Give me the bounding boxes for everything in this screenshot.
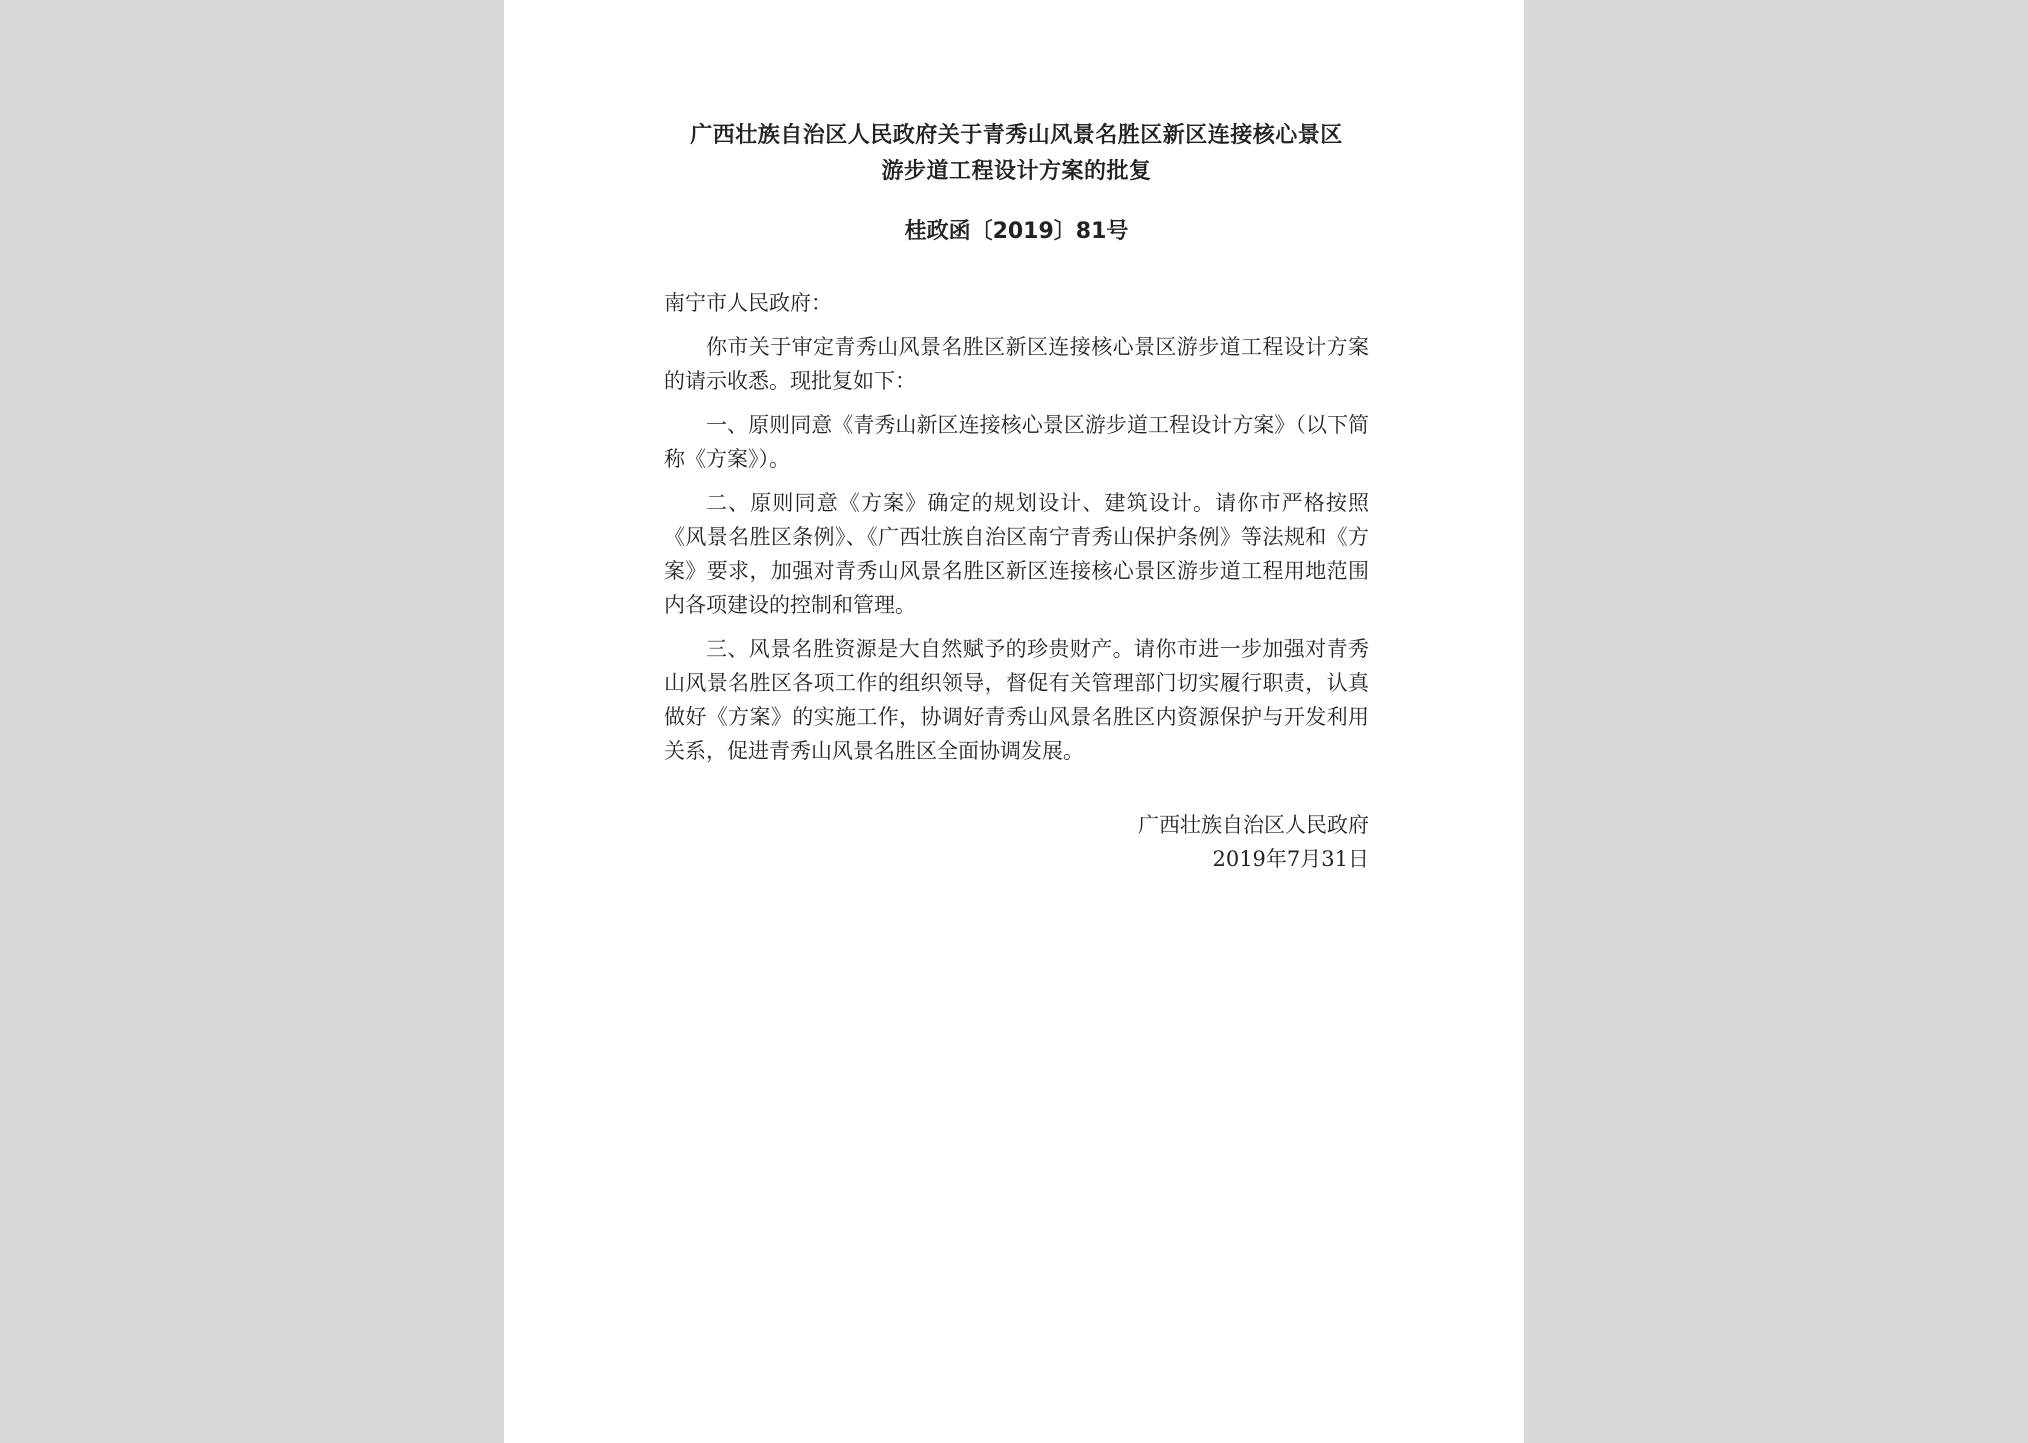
title-line-2: 游步道工程设计方案的批复 (881, 159, 1152, 184)
signature-organization: 广西壮族自治区人民政府 (1138, 813, 1369, 837)
document-number: 桂政函〔2019〕81号 (904, 219, 1129, 244)
document-title (664, 118, 1369, 190)
body-paragraph: 三、风景名胜资源是大自然赋予的珍贵财产。请你市进一步加强对青秀山风景名胜区各项工作的组织领导，督促有关管理部门切实履行职责，认真做好《方案》的实施工作，协调好青秀山风景名胜区内资源保护与开发利用关系，促进青秀山风景名胜区全面协调发展。 (664, 637, 1369, 763)
document-page (504, 0, 1524, 1443)
signature-date: 2019年7月31日 (1212, 847, 1369, 871)
title-line-1: 广西壮族自治区人民政府关于青秀山风景名胜区新区连接核心景区 (690, 123, 1343, 148)
document-content (664, 118, 1369, 876)
body-paragraph: 一、原则同意《青秀山新区连接核心景区游步道工程设计方案》（以下简称《方案》）。 (664, 413, 1369, 471)
body-paragraph: 二、原则同意《方案》确定的规划设计、建筑设计。请你市严格按照《风景名胜区条例》、《广西壮族自治区南宁青秀山保护条例》等法规和《方案》要求，加强对青秀山风景名胜区新区连接核心景区游步道工程用地范围内各项建设的控制和管理。 (664, 491, 1369, 617)
body-paragraph: 你市关于审定青秀山风景名胜区新区连接核心景区游步道工程设计方案的请示收悉。现批复如下： (664, 335, 1369, 393)
addressee: 南宁市人民政府： (664, 291, 832, 315)
signature-block (664, 808, 1369, 876)
